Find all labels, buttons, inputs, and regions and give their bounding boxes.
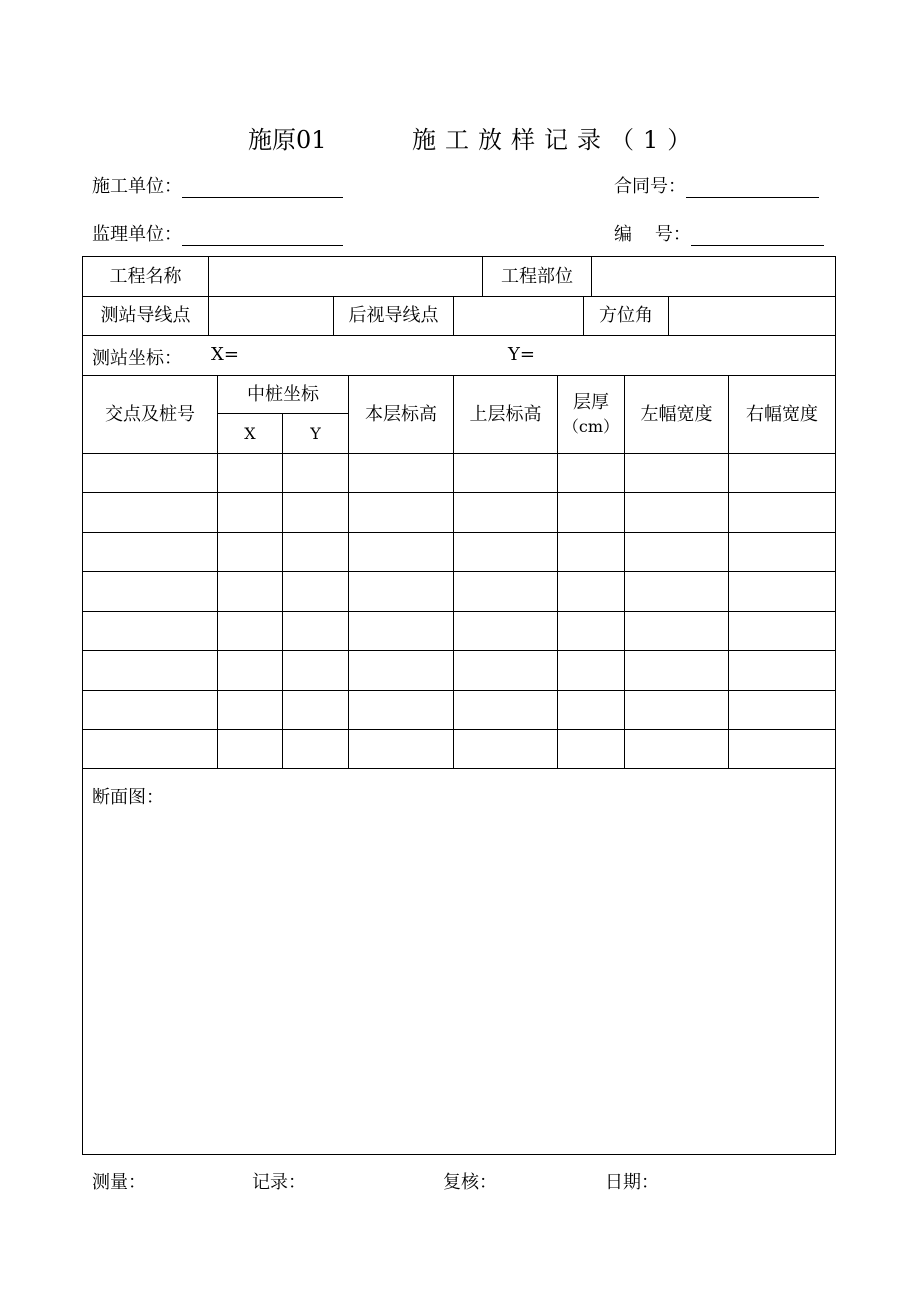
contract-no-label: 合同号：	[614, 176, 686, 197]
project-part-label: 工程部位	[501, 265, 573, 287]
col-header-this-elevation: 本层标高	[365, 403, 437, 425]
station-point-label: 测站导线点	[100, 305, 191, 326]
section-drawing-label: 断面图：	[92, 787, 164, 808]
project-name-value[interactable]	[209, 257, 482, 296]
col-header-thickness-line2: （cm）	[562, 416, 620, 436]
review-label: 复核：	[443, 1172, 497, 1193]
form-code: 施原01	[248, 126, 327, 154]
construction-unit-label: 施工单位：	[92, 176, 182, 197]
supervision-unit-label: 监理单位：	[92, 224, 182, 245]
col-header-thickness	[558, 376, 624, 453]
date-label: 日期：	[605, 1172, 659, 1193]
col-header-left-width: 左幅宽度	[640, 403, 713, 425]
azimuth-label: 方位角	[599, 305, 653, 326]
col-header-stake: 交点及桩号	[105, 403, 195, 425]
page-title: 施工放样记录（1）	[412, 126, 701, 154]
azimuth-value[interactable]	[669, 297, 835, 335]
project-name-label: 工程名称	[109, 265, 182, 287]
station-x-label: X=	[211, 344, 239, 365]
serial-no-label: 编 号：	[614, 224, 691, 245]
record-label: 记录：	[252, 1172, 306, 1193]
col-header-y: Y	[310, 423, 321, 443]
station-coord-label: 测站坐标：	[92, 348, 182, 369]
col-header-thickness-line1: 层厚	[573, 391, 609, 413]
station-point-value[interactable]	[209, 297, 333, 335]
col-header-right-width: 右幅宽度	[746, 403, 818, 425]
station-y-label: Y=	[508, 344, 535, 365]
backsight-point-value[interactable]	[454, 297, 583, 335]
col-header-x: X	[244, 423, 256, 443]
col-header-center-coord: 中桩坐标	[247, 383, 319, 405]
section-drawing-area[interactable]	[83, 769, 835, 1154]
col-header-upper-elevation: 上层标高	[469, 403, 542, 425]
project-part-value[interactable]	[592, 257, 835, 296]
measure-label: 测量：	[92, 1172, 146, 1193]
backsight-point-label: 后视导线点	[348, 305, 439, 326]
